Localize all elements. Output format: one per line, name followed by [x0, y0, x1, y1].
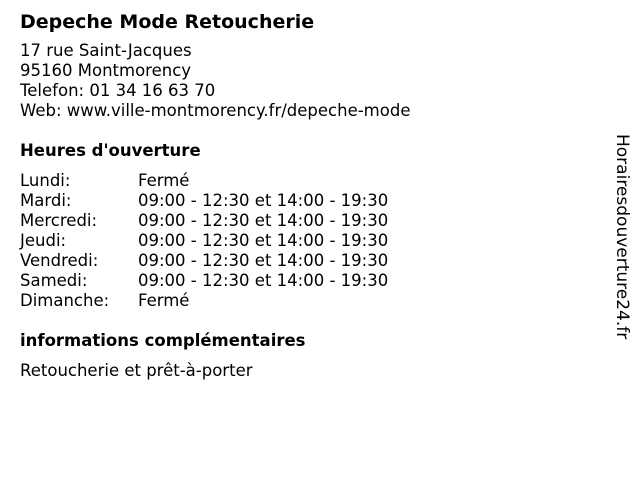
- day-hours: 09:00 - 12:30 et 14:00 - 19:30: [138, 191, 389, 210]
- hours-row-monday: [20, 171, 388, 191]
- day-hours: 09:00 - 12:30 et 14:00 - 19:30: [138, 211, 389, 230]
- site-watermark: Horairesdouverture24.fr: [612, 134, 632, 340]
- hours-row-tuesday: [20, 191, 388, 211]
- business-card: [20, 10, 600, 381]
- day-label: Mercredi:: [20, 211, 98, 230]
- day-hours: 09:00 - 12:30 et 14:00 - 19:30: [138, 231, 389, 250]
- day-hours: Fermé: [138, 291, 190, 310]
- hours-row-thursday: [20, 231, 388, 251]
- day-hours: Fermé: [138, 171, 190, 190]
- hours-row-wednesday: [20, 211, 388, 231]
- business-name: Depeche Mode Retoucherie: [20, 11, 315, 33]
- additional-info-text: Retoucherie et prêt-à-porter: [20, 361, 253, 380]
- day-label: Mardi:: [20, 191, 72, 210]
- day-label: Dimanche:: [20, 291, 110, 310]
- day-label: Samedi:: [20, 271, 88, 290]
- additional-info-heading: informations complémentaires: [20, 331, 306, 350]
- street-address: 17 rue Saint-Jacques: [20, 41, 192, 60]
- address-block: [20, 41, 600, 121]
- opening-hours-table: [20, 171, 388, 311]
- day-hours: 09:00 - 12:30 et 14:00 - 19:30: [138, 251, 389, 270]
- website-link[interactable]: Web: www.ville-montmorency.fr/depeche-mode: [20, 101, 411, 120]
- city-address: 95160 Montmorency: [20, 61, 192, 80]
- day-label: Jeudi:: [20, 231, 67, 250]
- hours-row-friday: [20, 251, 388, 271]
- day-hours: 09:00 - 12:30 et 14:00 - 19:30: [138, 271, 389, 290]
- hours-row-sunday: [20, 291, 388, 311]
- day-label: Vendredi:: [20, 251, 99, 270]
- hours-row-saturday: [20, 271, 388, 291]
- phone-number: Telefon: 01 34 16 63 70: [20, 81, 216, 100]
- day-label: Lundi:: [20, 171, 71, 190]
- opening-hours-heading: Heures d'ouverture: [20, 141, 201, 160]
